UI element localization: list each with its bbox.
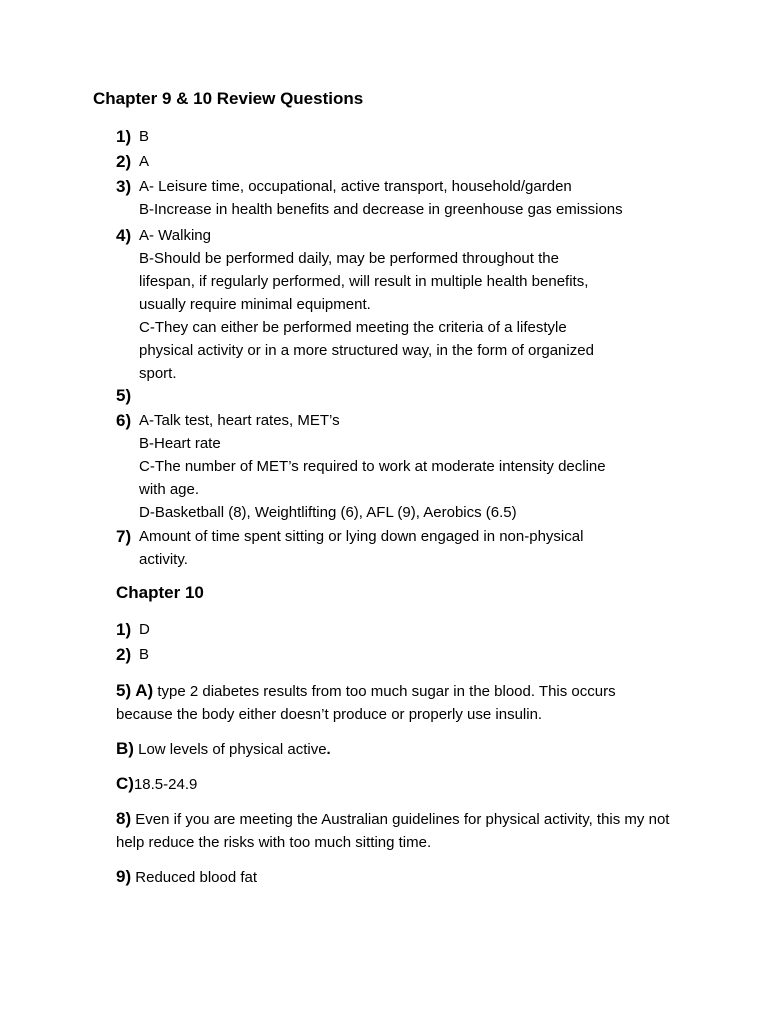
item-line: B-Heart rate [139,435,221,452]
item-line: A- Walking [139,227,211,244]
list-item-ch9-4 [116,224,594,385]
list-item-ch10-2 [116,643,150,666]
answer-paragraph-b [116,737,676,761]
item-line: D [139,621,150,638]
page-title: Chapter 9 & 10 Review Questions [93,89,364,108]
answer-label: 8) [116,809,132,828]
item-line: A [139,153,150,170]
answer-label: B) [116,739,134,758]
answer-paragraph-c [116,772,676,796]
section-heading-chapter-10: Chapter 10 [116,583,204,602]
list-item-ch10-1 [116,618,150,641]
answer-label: 5) A) [116,681,154,700]
item-number: 4) [116,226,132,245]
answer-paragraph-8 [116,807,676,854]
item-line: D-Basketball (8), Weightlifting (6), AFL (9), Aerobics (6.5) [139,504,517,521]
item-line: B [139,128,150,145]
item-number: 7) [116,527,132,546]
item-line: B-Increase in health benefits and decrease in greenhouse gas emissions [139,201,623,218]
list-item-ch9-2 [116,150,150,173]
item-line: B-Should be performed daily, may be performed throughout the [139,250,559,267]
item-line: C-They can either be performed meeting the criteria of a lifestyle [139,319,567,336]
item-line: activity. [139,551,188,568]
item-number: 1) [116,127,132,146]
item-line: C-The number of MET’s required to work at moderate intensity decline [139,458,606,475]
answer-text: type 2 diabetes results from too much sugar in the blood. This occurs because the body either doesn’t produce or properly use insulin. [116,683,616,723]
item-line: lifespan, if regularly performed, will result in multiple health benefits, [139,273,589,290]
item-number: 2) [116,152,132,171]
item-line: with age. [139,481,200,498]
list-item-ch9-7 [116,525,584,571]
answer-text: Low levels of physical active [133,741,327,758]
item-line: Amount of time spent sitting or lying down engaged in non-physical [139,528,584,545]
item-line: A-Talk test, heart rates, MET’s [139,412,340,429]
item-number: 5) [116,386,132,405]
answer-label: 9) [116,867,132,886]
list-item-ch9-1 [116,125,150,148]
item-number: 2) [116,645,132,664]
answer-tail: . [326,741,331,758]
item-number: 3) [116,177,132,196]
list-item-ch9-6 [116,409,606,524]
answer-paragraph-5a [116,679,676,726]
item-line: sport. [139,365,177,382]
item-line: A- Leisure time, occupational, active transport, household/garden [139,178,572,195]
answer-text: Even if you are meeting the Australian guidelines for physical activity, this my not help reduce the risks with too much sitting time. [116,811,670,851]
answer-text: 18.5-24.9 [133,776,198,793]
answer-label: C) [116,774,134,793]
answer-text: Reduced blood fat [131,869,258,886]
item-line: physical activity or in a more structured way, in the form of organized [139,342,594,359]
list-item-ch9-3 [116,175,623,221]
item-number: 1) [116,620,132,639]
item-line: usually require minimal equipment. [139,296,371,313]
item-number: 6) [116,411,132,430]
answer-paragraph-9 [116,865,676,889]
item-line: B [139,646,150,663]
